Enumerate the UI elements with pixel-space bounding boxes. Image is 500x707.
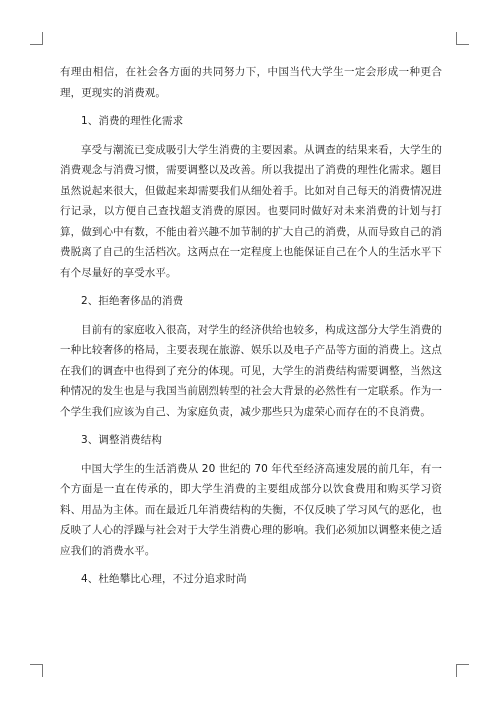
paragraph-3: 中国大学生的生活消费从 20 世纪的 70 年代至经济高速发展的前几年，有一个方面是一直在传承的，即大学生消费的主要组成部分以饮食费用和购买学习资料、用品为主体。而在最近几年消费结构的失衡，不仅反映了学习风气的恶化，也反映了人心的浮躁与社会对于大学生消费心理的影响。我们必须加以调整来使之适应我们的消费水平。 (60, 462, 442, 557)
heading-3: 3、调整消费结构 (81, 434, 162, 446)
heading-4: 4、杜绝攀比心理，不过分追求时尚 (81, 573, 247, 585)
paragraph-intro: 有理由相信，在社会各方面的共同努力下，中国当代大学生一定会形成一种更合理，更现实的消费观。 (60, 66, 442, 99)
crop-mark-bottom-left (30, 664, 43, 677)
crop-mark-bottom-right (456, 664, 469, 677)
paragraph-2: 目前有的家庭收入很高，对学生的经济供给也较多，构成这部分大学生消费的一种比较奢侈的格局，主要表现在旅游、娱乐以及电子产品等方面的消费上。这点在我们的调查中也得到了充分的体现。可见，大学生的消费结构需要调整，当然这种情况的发生也是与我国当前剧烈转型的社会大背景的必然性有一定联系。作为一个学生我们应该为自己、为家庭负责，减少那些只为虚荣心而存在的不良消费。 (60, 323, 442, 418)
heading-1: 1、消费的理性化需求 (81, 115, 184, 127)
crop-mark-top-right (456, 32, 469, 45)
document-body (60, 62, 442, 598)
crop-mark-top-left (30, 32, 43, 45)
heading-2: 2、拒绝奢侈品的消费 (81, 295, 184, 307)
paragraph-1: 享受与潮流已变成吸引大学生消费的主要因素。从调查的结果来看，大学生的消费观念与消费习惯，需要调整以及改善。所以我提出了消费的理性化需求。题目虽然说起来很大，但做起来却需要我们从细处着手。比如对自己每天的消费情况进行记录，以方便自己查找超支消费的原因。也要同时做好对未来消费的计划与打算，做到心中有数，不能由着兴趣不加节制的扩大自己的消费，从而导致自己的消费脱离了自己的生活档次。这两点在一定程度上也能保证自己在个人的生活水平下有个尽量好的享受水平。 (60, 143, 442, 279)
